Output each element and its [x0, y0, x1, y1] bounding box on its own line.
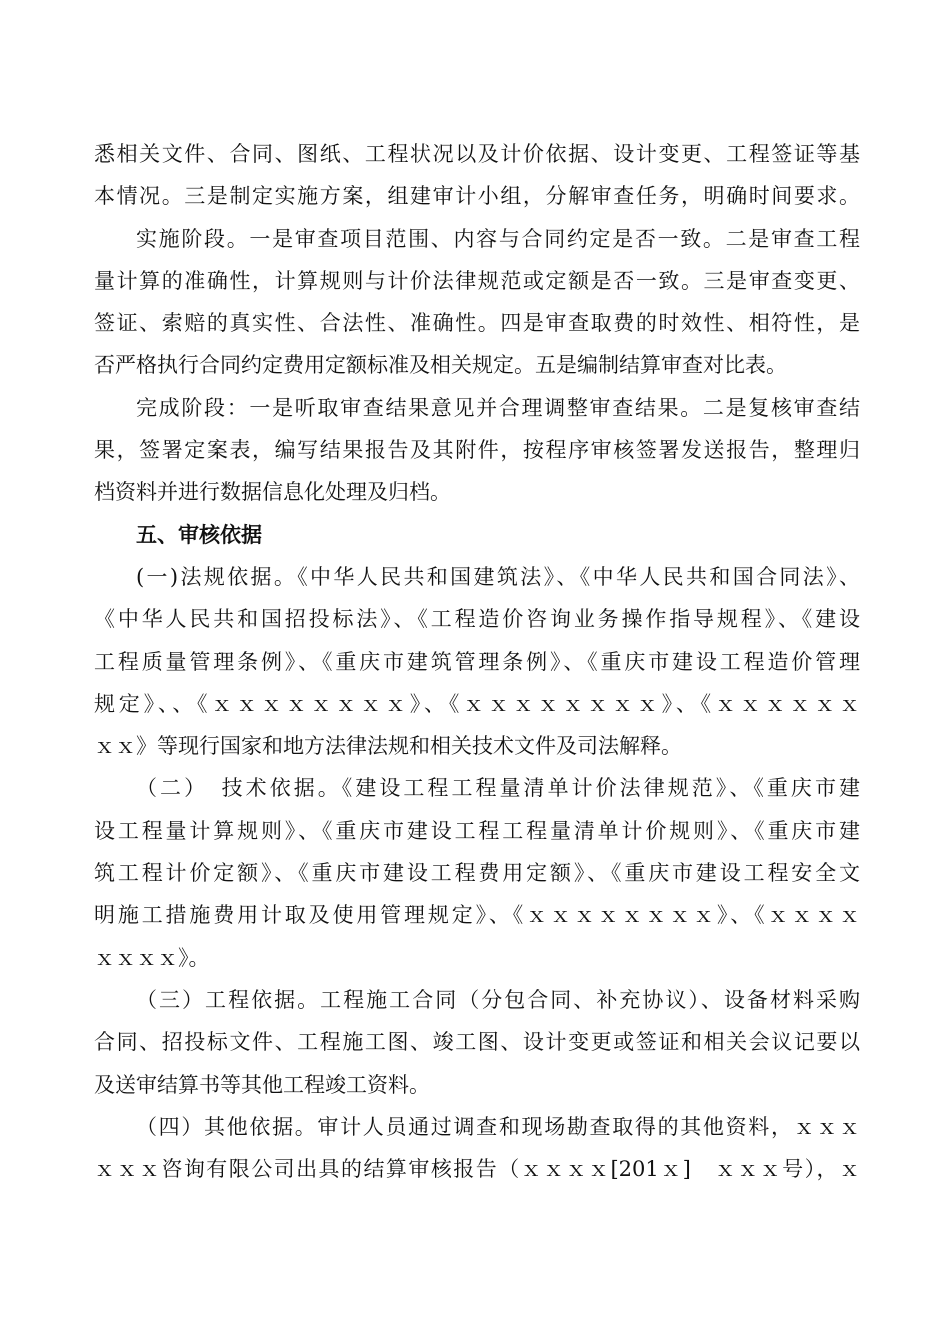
text-line: 及送审结算书等其他工程竣工资料。	[94, 1072, 430, 1097]
text-line: 悉相关文件、合同、图纸、工程状况以及计价依据、设计变更、工程签证等基	[94, 142, 860, 166]
text-line: 本情况。三是制定实施方案，组建审计小组，分解审查任务，明确时间要求。	[94, 184, 860, 209]
section-heading	[94, 514, 860, 556]
text-line: 完成阶段：一是听取审查结果意见并合理调整审查结果。二是复核审查结	[136, 395, 860, 420]
text-line: 量计算的准确性，计算规则与计价法律规范或定额是否一致。三是审查变更、	[94, 268, 860, 293]
text-line: 档资料并进行数据信息化处理及归档。	[94, 480, 451, 505]
document-body	[94, 133, 860, 1190]
text-line: 筑工程计价定额》、《重庆市建设工程费用定额》、《重庆市建设工程安全文	[94, 861, 860, 886]
text-line: 工程质量管理条例》、《重庆市建筑管理条例》、《重庆市建设工程造价管理	[94, 649, 860, 674]
text-line: 设工程量计算规则》、《重庆市建设工程工程量清单计价规则》、《重庆市建	[94, 818, 860, 843]
text-line: ｘｘｘｘ》。	[94, 945, 210, 970]
paragraph	[94, 1106, 860, 1191]
text-line: 明施工措施费用计取及使用管理规定》、《ｘｘｘｘｘｘｘｘ》、《ｘｘｘｘ	[94, 903, 860, 928]
text-line: 规定》、、《ｘｘｘｘｘｘｘｘ》、《ｘｘｘｘｘｘｘｘ》、《ｘｘｘｘｘｘ	[94, 691, 860, 716]
text-line: （三）工程依据。工程施工合同（分包合同、补充协议）、设备材料采购	[136, 987, 860, 1012]
paragraph	[94, 556, 860, 767]
text-line: ｘｘｘ咨询有限公司出具的结算审核报告（ｘｘｘｘ[201ｘ] ｘｘｘ号），ｘ	[94, 1157, 860, 1182]
text-line: ｘｘ》等现行国家和地方法律法规和相关技术文件及司法解释。	[94, 734, 682, 759]
text-line: （四）其他依据。审计人员通过调查和现场勘查取得的其他资料，ｘｘｘ	[136, 1114, 860, 1139]
heading-text: 五、审核依据	[136, 522, 262, 547]
text-line: 签证、索赔的真实性、合法性、准确性。四是审查取费的时效性、相符性，是	[94, 311, 860, 336]
text-line: 实施阶段。一是审查项目范围、内容与合同约定是否一致。二是审查工程	[136, 226, 860, 251]
text-line: 果，签署定案表，编写结果报告及其附件，按程序审核签署发送报告，整理归	[94, 438, 860, 463]
paragraph	[94, 133, 860, 218]
text-line: 《中华人民共和国招投标法》、《工程造价咨询业务操作指导规程》、《建设	[94, 607, 860, 632]
paragraph	[94, 979, 860, 1106]
text-line: （二） 技术依据。《建设工程工程量清单计价法律规范》、《重庆市建	[136, 776, 860, 801]
document-page	[94, 133, 860, 1190]
paragraph	[94, 767, 860, 978]
text-line: (一)法规依据。《中华人民共和国建筑法》、《中华人民共和国合同法》、	[136, 564, 860, 589]
paragraph	[94, 387, 860, 514]
paragraph	[94, 218, 860, 387]
text-line: 合同、招投标文件、工程施工图、竣工图、设计变更或签证和相关会议记要以	[94, 1030, 860, 1055]
text-line: 否严格执行合同约定费用定额标准及相关规定。五是编制结算审查对比表。	[94, 353, 787, 378]
